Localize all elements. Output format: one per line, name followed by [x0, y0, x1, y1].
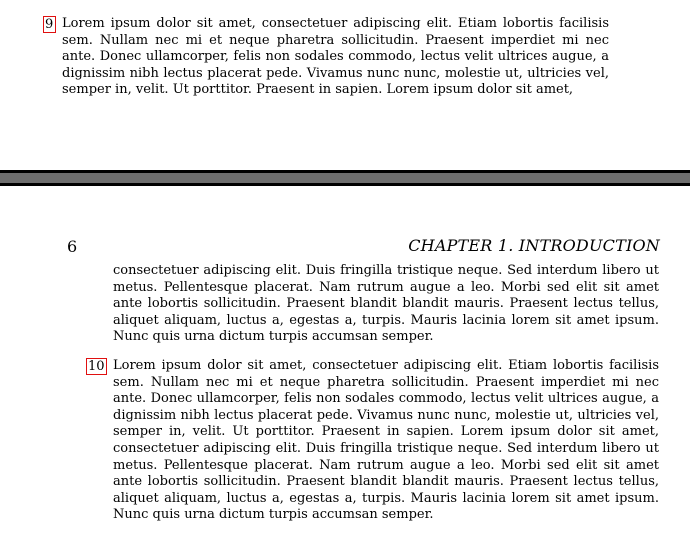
- previous-page: [0, 0, 690, 170]
- paragraph-text: Lorem ipsum dolor sit amet, consectetuer adipiscing elit. Etiam lobortis facilisis sem. Nullam nec mi et neque pharetra sollicitudin. Praesent imperdiet mi nec ante. Donec ullamcorper, felis non sodales commodo, lectus velit ultrices augue, a dignissim nibh lectus placerat pede. Vivamus nunc nunc, molestie ut, ultricies vel, semper in, velit. Ut porttitor. Praesent in sapien. Lorem ipsum dolor sit amet,: [62, 16, 609, 98]
- page-number: 6: [67, 237, 78, 256]
- page-separator: [0, 170, 690, 186]
- running-header-chapter: CHAPTER 1. INTRODUCTION: [408, 236, 660, 255]
- page-separator-fill: [0, 173, 690, 183]
- line-number-box[interactable]: 10: [86, 358, 107, 375]
- line-number-box[interactable]: 9: [43, 16, 56, 33]
- current-page: [0, 186, 690, 545]
- continued-paragraph-text: consectetuer adipiscing elit. Duis fringilla tristique neque. Sed interdum libero ut metus. Pellentesque placerat. Nam rutrum augue a leo. Morbi sed elit sit amet ante lobortis sollicitudin. Praesent blandit blandit mauris. Praesent lectus tellus, aliquet aliquam, luctus a, egestas a, turpis. Mauris lacinia lorem sit amet ipsum. Nunc quis urna dictum turpis accumsan semper.: [113, 263, 659, 345]
- paragraph-text: Lorem ipsum dolor sit amet, consectetuer adipiscing elit. Etiam lobortis facilisis sem. Nullam nec mi et neque pharetra sollicitudin. Praesent imperdiet mi nec ante. Donec ullamcorper, felis non sodales commodo, lectus velit ultrices augue, a dignissim nibh lectus placerat pede. Vivamus nunc nunc, molestie ut, ultricies vel, semper in, velit. Ut porttitor. Praesent in sapien. Lorem ipsum dolor sit amet, consectetuer adipiscing elit. Duis fringilla tristique neque. Sed interdum libero ut metus. Pellentesque placerat. Nam rutrum augue a leo. Morbi sed elit sit amet ante lobortis sollicitudin. Praesent blandit blandit mauris. Praesent lectus tellus, aliquet aliquam, luctus a, egestas a, turpis. Mauris lacinia lorem sit amet ipsum. Nunc quis urna dictum turpis accumsan semper.: [113, 358, 659, 523]
